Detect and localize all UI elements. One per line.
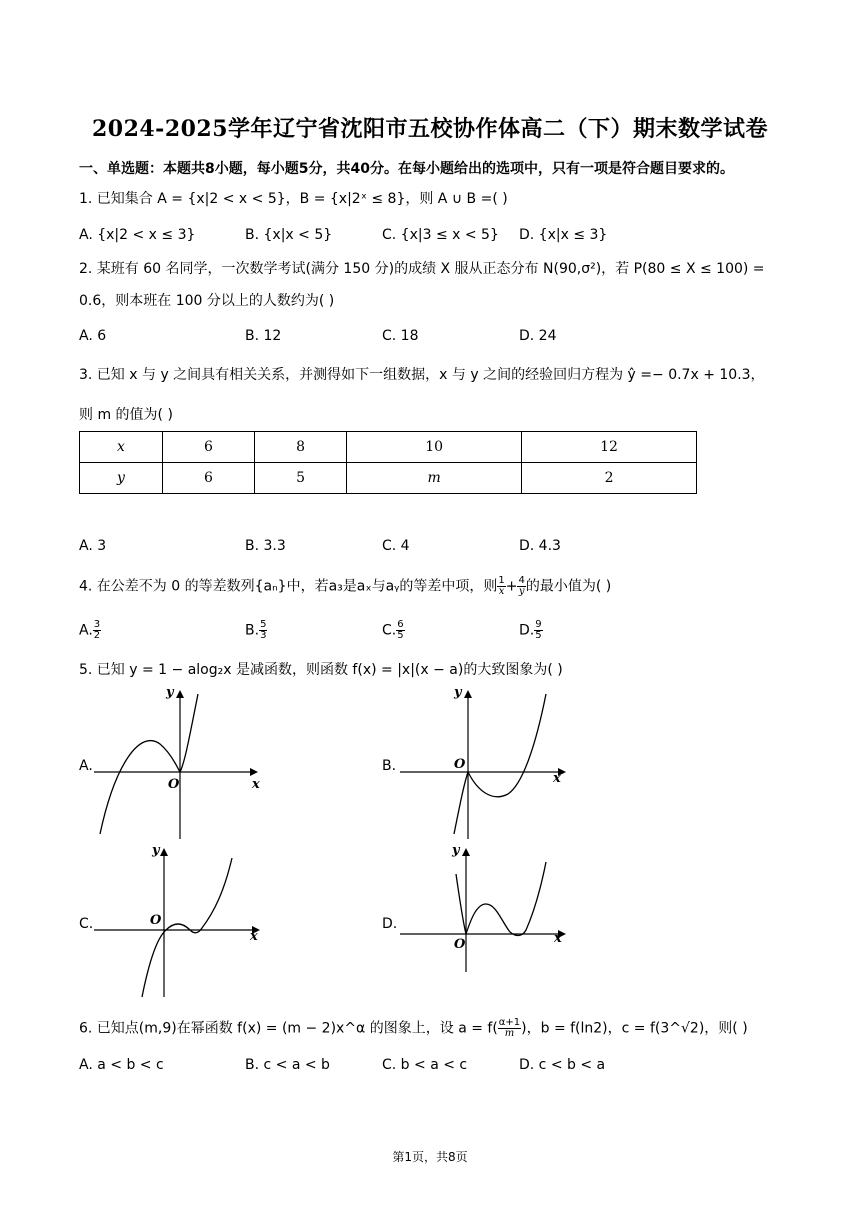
q2-option-a[interactable]: A. 6 <box>79 328 107 344</box>
q6-option-b[interactable]: B. c < a < b <box>245 1057 330 1073</box>
fraction <box>498 1018 521 1039</box>
question-2-line-1: 2. 某班有 60 名同学，一次数学考试(满分 150 分)的成绩 X 服从正态分布 N(90,σ²)，若 P(80 ≤ X ≤ 100) = <box>79 261 765 277</box>
numerator: 3 <box>93 619 101 630</box>
exam-title: 2024-2025学年辽宁省沈阳市五校协作体高二（下）期末数学试卷 <box>91 116 769 142</box>
fraction <box>517 576 525 597</box>
q1-option-c[interactable]: C. {x|3 ≤ x < 5} <box>382 227 499 243</box>
option-label: A. <box>79 622 93 639</box>
numerator: 4 <box>518 575 525 586</box>
denominator: m <box>504 1028 515 1039</box>
q4-option-b[interactable] <box>245 620 267 641</box>
table-cell: 12 <box>522 432 697 463</box>
numerator: 9 <box>535 619 542 630</box>
table-cell: y <box>80 463 163 494</box>
numerator: 6 <box>397 619 404 630</box>
table-row <box>80 463 697 494</box>
fraction <box>93 620 101 641</box>
table-cell: 8 <box>255 432 347 463</box>
q6-text-before: 6. 已知点(m,9)在幂函数 f(x) = (m − 2)x^α 的图象上，设 a = f( <box>79 1020 498 1037</box>
q4-option-a[interactable] <box>79 620 101 641</box>
q5-option-a-label[interactable]: A. <box>79 758 93 774</box>
q5-option-b-label[interactable]: B. <box>382 758 397 774</box>
q3-option-d[interactable]: D. 4.3 <box>519 538 561 554</box>
page-footer: 第1页，共8页 <box>392 1150 468 1164</box>
q6-option-a[interactable]: A. a < b < c <box>79 1057 164 1073</box>
y-axis-label: y <box>152 843 160 858</box>
table-cell: 2 <box>522 463 697 494</box>
q1-option-a[interactable]: A. {x|2 < x ≤ 3} <box>79 227 196 243</box>
y-axis-label: y <box>166 685 174 700</box>
option-label: C. <box>382 622 397 639</box>
graph-a[interactable] <box>90 684 270 844</box>
x-axis-label: x <box>554 931 562 946</box>
fraction <box>259 620 267 641</box>
x-axis-label: x <box>252 777 260 792</box>
q4-text-before: 4. 在公差不为 0 的等差数列{aₙ}中，若a₃是aₓ与aᵧ的等差中项，则 <box>79 578 498 595</box>
question-1-text: 1. 已知集合 A = {x|2 < x < 5}，B = {x|2ˣ ≤ 8}，则 A ∪ B =( ) <box>79 191 508 207</box>
table-cell: x <box>80 432 163 463</box>
q4-option-d[interactable] <box>519 620 543 641</box>
option-label: D. <box>519 622 535 639</box>
denominator: y <box>518 586 525 597</box>
q3-option-a[interactable]: A. 3 <box>79 538 107 554</box>
q2-option-b[interactable]: B. 12 <box>245 328 282 344</box>
table-cell: m <box>347 463 522 494</box>
origin-label: O <box>150 913 162 928</box>
table-cell: 6 <box>162 463 254 494</box>
q2-option-d[interactable]: D. 24 <box>519 328 557 344</box>
fraction <box>396 620 404 641</box>
q1-option-d[interactable]: D. {x|x ≤ 3} <box>519 227 608 243</box>
fraction <box>497 576 505 597</box>
graph-c[interactable] <box>92 842 272 1002</box>
question-5-text: 5. 已知 y = 1 − alog₂x 是减函数，则函数 f(x) = |x|(x − a)的大致图象为( ) <box>79 662 563 678</box>
q3-option-b[interactable]: B. 3.3 <box>245 538 286 554</box>
q3-option-c[interactable]: C. 4 <box>382 538 410 554</box>
denominator: 5 <box>397 630 404 641</box>
plus-sign: + <box>505 578 518 595</box>
q6-text-after: )，b = f(ln2)，c = f(3^√2)，则( ) <box>521 1020 748 1037</box>
q1-option-b[interactable]: B. {x|x < 5} <box>245 227 333 243</box>
question-3-line-1: 3. 已知 x 与 y 之间具有相关关系，并测得如下一组数据，x 与 y 之间的经验回归方程为 ŷ =− 0.7x + 10.3， <box>79 367 765 383</box>
numerator: 5 <box>260 619 267 630</box>
question-4-text <box>79 576 611 597</box>
origin-label: O <box>454 937 466 952</box>
q2-option-c[interactable]: C. 18 <box>382 328 419 344</box>
origin-label: O <box>168 777 180 792</box>
table-cell: 5 <box>255 463 347 494</box>
x-axis-label: x <box>250 929 258 944</box>
fraction <box>534 620 542 641</box>
q4-text-after: 的最小值为( ) <box>525 578 612 595</box>
q5-option-d-label[interactable]: D. <box>382 916 398 932</box>
x-axis-label: x <box>553 771 561 786</box>
numerator: 1 <box>498 575 505 586</box>
graph-d[interactable] <box>398 842 578 1002</box>
q4-option-c[interactable] <box>382 620 405 641</box>
table-cell: 6 <box>162 432 254 463</box>
q6-option-d[interactable]: D. c < b < a <box>519 1057 606 1073</box>
table-row <box>80 432 697 463</box>
y-axis-label: y <box>452 843 460 858</box>
q5-option-c-label[interactable]: C. <box>79 916 94 932</box>
graph-b[interactable] <box>398 684 578 844</box>
y-axis-label: y <box>454 685 462 700</box>
numerator: α+1 <box>498 1017 521 1028</box>
table-cell: 10 <box>347 432 522 463</box>
denominator: 5 <box>535 630 542 641</box>
origin-label: O <box>454 757 466 772</box>
denominator: x <box>498 586 505 597</box>
option-label: B. <box>245 622 260 639</box>
denominator: 2 <box>93 630 101 641</box>
question-6-text <box>79 1018 748 1039</box>
question-3-line-2: 则 m 的值为( ) <box>79 407 173 423</box>
data-table <box>79 431 697 494</box>
section-heading: 一、单选题：本题共8小题，每小题5分，共40分。在每小题给出的选项中，只有一项是符合题目要求的。 <box>79 161 734 177</box>
denominator: 3 <box>260 630 267 641</box>
question-2-line-2: 0.6，则本班在 100 分以上的人数约为( ) <box>79 293 335 309</box>
q6-option-c[interactable]: C. b < a < c <box>382 1057 468 1073</box>
